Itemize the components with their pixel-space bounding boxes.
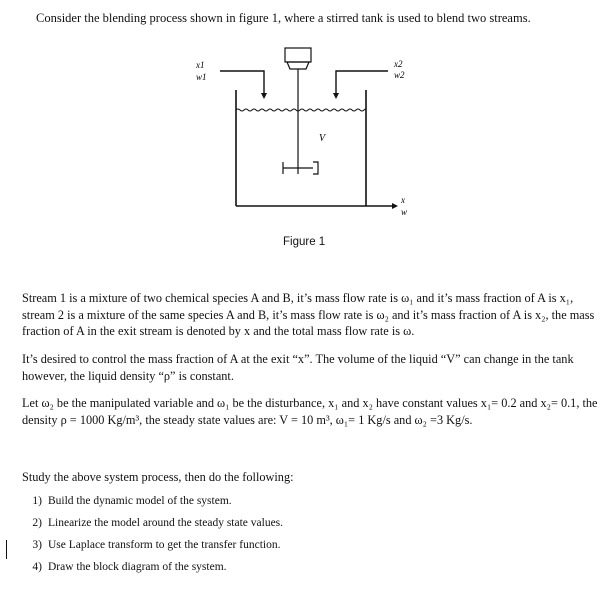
paragraph-control-objective: It’s desired to control the mass fraction of A at the exit “x”. The volume of the liquid “V” can change in the tank however, the liquid density “ρ” is constant. (22, 352, 574, 383)
text-cursor (6, 540, 7, 559)
task-number: 1) (32, 495, 42, 507)
inlet-arrow-1 (261, 93, 267, 99)
task-number: 4) (32, 561, 42, 573)
task-list (22, 493, 283, 581)
task-text: Use Laplace transform to get the transfer function. (48, 539, 281, 551)
motor (285, 48, 311, 62)
task-text: Build the dynamic model of the system. (48, 495, 232, 507)
label-x2: x2 (394, 59, 403, 69)
study-intro: Study the above system process, then do the following: (22, 470, 294, 484)
list-item (22, 559, 283, 581)
label-x-out: x (401, 195, 405, 205)
paragraph-streams: Stream 1 is a mixture of two chemical species A and B, it’s mass flow rate is ω₁ and it’s mass fraction of A is x₁, stream 2 is a mixture of the same species A and B, it’s mass flow rate is ω₂ and it’s mass fraction of A is x₂, the mass fraction of A in the exit stream is denoted by x and the total mass flow rate is ω. (22, 291, 595, 338)
label-w-out: w (401, 207, 408, 217)
label-volume: V (319, 133, 326, 144)
list-item (22, 537, 283, 559)
label-w1: w1 (196, 72, 207, 82)
liquid-surface (236, 109, 366, 111)
inlet-pipe-2 (336, 71, 388, 95)
task-text: Linearize the model around the steady state values. (48, 517, 284, 529)
list-item (22, 515, 283, 537)
motor-base (287, 62, 309, 69)
task-number: 3) (32, 539, 42, 551)
figure-caption: Figure 1 (283, 236, 326, 248)
paragraph-parameters: Let ω₂ be the manipulated variable and ω₁ be the disturbance, x₁ and x₂ have constant values x₁= 0.2 and x₂= 0.1, the density ρ = 1000 Kg/m³, the steady state values are: V = 10 m³, ω₁= 1 Kg/s and ω₂ =3 Kg/s. (22, 396, 598, 427)
impeller-blade-right (313, 162, 318, 174)
label-w2: w2 (394, 70, 405, 80)
list-item (22, 493, 283, 515)
intro-text: Consider the blending process shown in figure 1, where a stirred tank is used to blend two streams. (36, 11, 531, 25)
label-x1: x1 (196, 60, 205, 70)
blending-tank-figure (180, 40, 430, 240)
inlet-pipe-1 (220, 71, 264, 95)
inlet-arrow-2 (333, 93, 339, 99)
outlet-arrow (392, 203, 398, 209)
task-text: Draw the block diagram of the system. (48, 561, 227, 573)
task-number: 2) (32, 517, 42, 529)
